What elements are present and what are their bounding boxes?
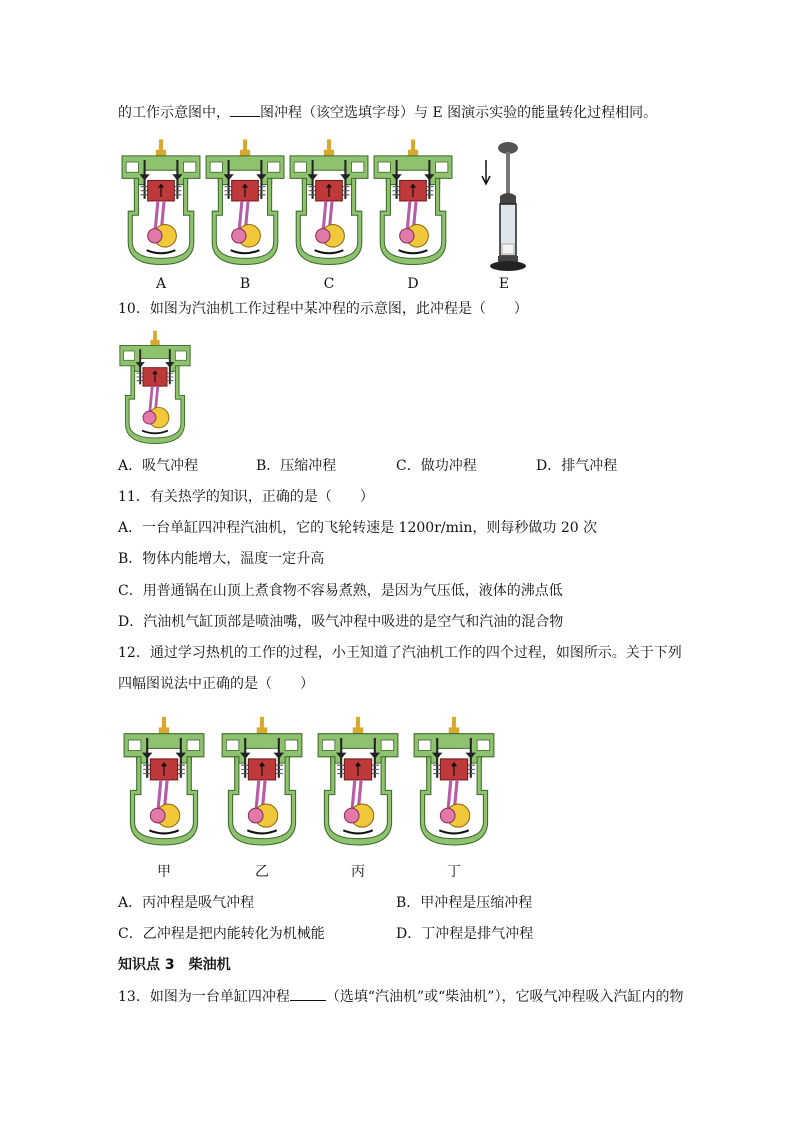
- intro-line: [118, 103, 657, 123]
- q11-option-a[interactable]: A．一台单缸四冲程汽油机，它的飞轮转速是 1200r/min，则每秒做功 20 次: [118, 520, 598, 536]
- q10-option-a[interactable]: A．吸气冲程: [118, 458, 199, 474]
- q10-option-c[interactable]: C．做功冲程: [396, 458, 477, 474]
- engine-figure-b: [204, 132, 286, 278]
- q13-prefix: 13．如图为一台单缸四冲程: [118, 989, 290, 1005]
- q12-label-ding: 丁: [447, 864, 461, 880]
- engine-figure-c: [288, 132, 370, 278]
- q12-option-a[interactable]: A．丙冲程是吸气冲程: [118, 895, 255, 911]
- figure-label-a: A: [155, 276, 167, 292]
- section-heading: 知识点 3 柴油机: [118, 957, 231, 973]
- q11-option-b[interactable]: B．物体内能增大，温度一定升高: [118, 551, 325, 567]
- q11-option-c[interactable]: C．用普通锅在山顶上煮食物不容易煮熟，是因为气压低，液体的沸点低: [118, 583, 563, 599]
- q10-options: [118, 456, 617, 476]
- q10-option-b[interactable]: B．压缩冲程: [256, 458, 337, 474]
- figure-label-d: D: [407, 276, 419, 292]
- intro-suffix: 图冲程（该空选填字母）与 E 图演示实验的能量转化过程相同。: [260, 105, 658, 121]
- q12-option-b[interactable]: B．甲冲程是压缩冲程: [396, 895, 533, 911]
- q12-label-yi: 乙: [255, 864, 269, 880]
- q13-stem: [118, 987, 683, 1007]
- fire-syringe-figure-e: [478, 140, 528, 278]
- engine-figure-a: [120, 132, 202, 278]
- answer-blank[interactable]: [230, 103, 260, 117]
- q12-option-d[interactable]: D．丁冲程是排气冲程: [396, 926, 534, 942]
- q12-option-c[interactable]: C．乙冲程是把内能转化为机械能: [118, 926, 325, 942]
- q12-label-jia: 甲: [157, 864, 171, 880]
- q11-stem: 11．有关热学的知识，正确的是（ ）: [118, 489, 374, 505]
- intro-prefix: 的工作示意图中，: [118, 105, 230, 121]
- q11-option-d[interactable]: D．汽油机气缸顶部是喷油嘴，吸气冲程中吸进的是空气和汽油的混合物: [118, 614, 564, 630]
- q12-options-row1: [118, 893, 532, 913]
- figure-label-b: B: [239, 276, 251, 292]
- figure-label-c: C: [323, 276, 335, 292]
- q13-suffix: （选填“汽油机”或“柴油机”），它吸气冲程吸入汽缸内的物: [325, 989, 684, 1005]
- q13-answer-blank[interactable]: [290, 987, 326, 1001]
- q12-stem-line2: 四幅图说法中正确的是（ ）: [118, 676, 314, 692]
- q12-label-bing: 丙: [351, 864, 365, 880]
- figure-label-e: E: [498, 276, 510, 292]
- q12-engine-ding: [412, 708, 496, 860]
- q12-engine-jia: [122, 708, 206, 860]
- q10-engine-figure: [118, 326, 192, 454]
- q10-option-d[interactable]: D．排气冲程: [536, 458, 618, 474]
- q12-engine-yi: [220, 708, 304, 860]
- q12-options-row2: [118, 924, 533, 944]
- q10-stem: 10．如图为汽油机工作过程中某冲程的示意图，此冲程是（ ）: [118, 301, 528, 317]
- q12-stem-line1: 12．通过学习热机的工作的过程，小王知道了汽油机工作的四个过程，如图所示。关于下列: [118, 645, 682, 661]
- q12-engine-bing: [316, 708, 400, 860]
- engine-figure-d: [372, 132, 454, 278]
